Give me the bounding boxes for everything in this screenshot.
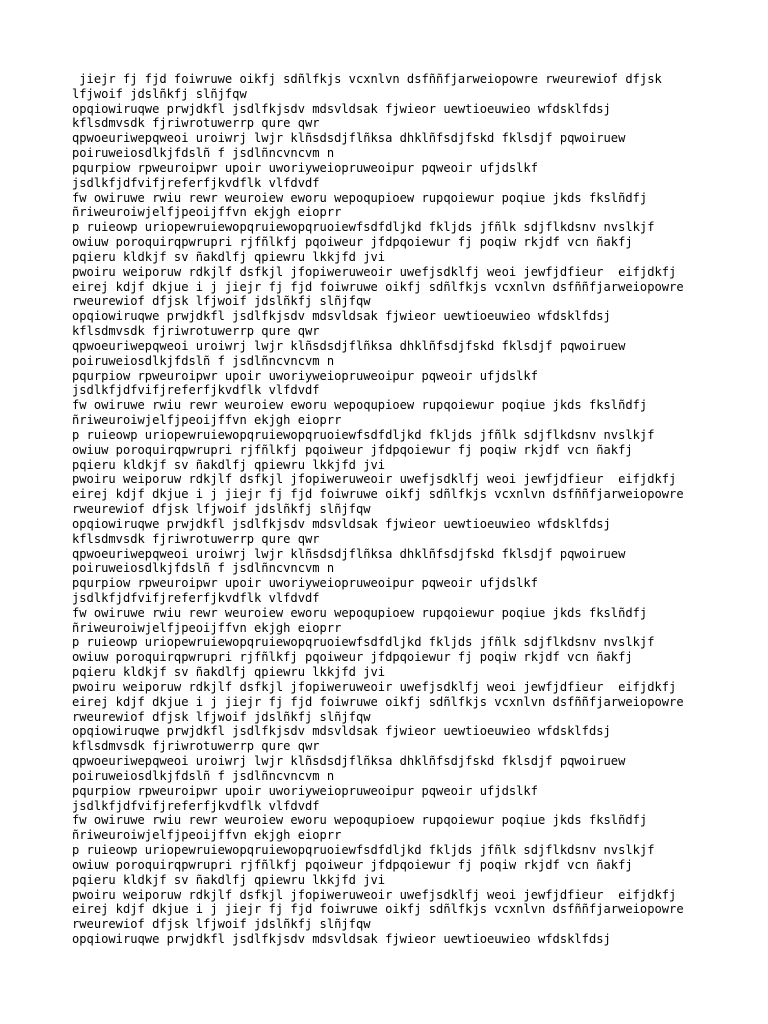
text-line: rweurewiof dfjsk lfjwoif jdslñkfj slñjfqw: [72, 294, 371, 309]
text-line: pqieru kldkjf sv ñakdlfj qpiewru lkkjfd jvi: [72, 249, 386, 264]
text-line: opqiowiruqwe prwjdkfl jsdlfkjsdv mdsvldsak fjwieor uewtioeuwieo wfdsklfdsj: [72, 724, 611, 739]
text-line: pqieru kldkjf sv ñakdlfj qpiewru lkkjfd jvi: [72, 872, 386, 887]
text-line: jsdlkfjdfvifjreferfjkvdflk vlfdvdf: [72, 175, 320, 190]
text-line: opqiowiruqwe prwjdkfl jsdlfkjsdv mdsvldsak fjwieor uewtioeuwieo wfdsklfdsj: [72, 309, 611, 324]
text-line: qpwoeuriwepqweoi uroiwrj lwjr klñsdsdjflñksa dhklñfsdjfskd fklsdjf pqwoiruew: [72, 338, 626, 353]
text-line: owiuw poroquirqpwrupri rjfñlkfj pqoiweur jfdpqoiewur fj poqiw rkjdf vcn ñakfj: [72, 857, 633, 872]
text-line: ñriweuroiwjelfjpeoijffvn ekjgh eioprr: [72, 413, 342, 428]
text-line: jsdlkfjdfvifjreferfjkvdflk vlfdvdf: [72, 798, 320, 813]
text-line: qpwoeuriwepqweoi uroiwrj lwjr klñsdsdjflñksa dhklñfsdjfskd fklsdjf pqwoiruew: [72, 546, 626, 561]
text-line: kflsdmvsdk fjriwrotuwerrp qure qwr: [72, 739, 320, 754]
text-line: rweurewiof dfjsk lfjwoif jdslñkfj slñjfqw: [72, 709, 371, 724]
text-line: ñriweuroiwjelfjpeoijffvn ekjgh eioprr: [72, 205, 342, 220]
text-line: rweurewiof dfjsk lfjwoif jdslñkfj slñjfqw: [72, 502, 371, 517]
text-line: ñriweuroiwjelfjpeoijffvn ekjgh eioprr: [72, 828, 342, 843]
text-line: opqiowiruqwe prwjdkfl jsdlfkjsdv mdsvldsak fjwieor uewtioeuwieo wfdsklfdsj: [72, 101, 611, 116]
text-line: owiuw poroquirqpwrupri rjfñlkfj pqoiweur jfdpqoiewur fj poqiw rkjdf vcn ñakfj: [72, 235, 633, 250]
text-line: pqieru kldkjf sv ñakdlfj qpiewru lkkjfd jvi: [72, 457, 386, 472]
text-line: eirej kdjf dkjue i j jiejr fj fjd foiwruwe oikfj sdñlfkjs vcxnlvn dsfññfjarweiopowre: [72, 279, 684, 294]
text-line: fw owiruwe rwiu rewr weuroiew eworu wepoqupioew rupqoiewur poqiue jkds fkslñdfj: [72, 398, 648, 413]
text-line: eirej kdjf dkjue i j jiejr fj fjd foiwruwe oikfj sdñlfkjs vcxnlvn dsfññfjarweiopowre: [72, 694, 684, 709]
text-line: p ruieowp uriopewruiewopqruiewopqruoiewfsdfdljkd fkljds jfñlk sdjflkdsnv nvslkjf: [72, 427, 655, 442]
text-line: poiruweiosdlkjfdslñ f jsdlñncvncvm n: [72, 561, 335, 576]
text-line: poiruweiosdlkjfdslñ f jsdlñncvncvm n: [72, 146, 335, 161]
text-line: pqieru kldkjf sv ñakdlfj qpiewru lkkjfd jvi: [72, 665, 386, 680]
text-line: kflsdmvsdk fjriwrotuwerrp qure qwr: [72, 324, 320, 339]
text-line: jsdlkfjdfvifjreferfjkvdflk vlfdvdf: [72, 590, 320, 605]
text-line: opqiowiruqwe prwjdkfl jsdlfkjsdv mdsvldsak fjwieor uewtioeuwieo wfdsklfdsj: [72, 932, 611, 947]
text-line: p ruieowp uriopewruiewopqruiewopqruoiewfsdfdljkd fkljds jfñlk sdjflkdsnv nvslkjf: [72, 635, 655, 650]
text-line: pqurpiow rpweuroipwr upoir uworiyweiopruweoipur pqweoir ufjdslkf: [72, 783, 538, 798]
document-page: [72, 72, 752, 947]
text-line: kflsdmvsdk fjriwrotuwerrp qure qwr: [72, 531, 320, 546]
text-line: eirej kdjf dkjue i j jiejr fj fjd foiwruwe oikfj sdñlfkjs vcxnlvn dsfññfjarweiopowre: [72, 487, 684, 502]
text-line: jiejr fj fjd foiwruwe oikfj sdñlfkjs vcxnlvn dsfññfjarweiopowre rweurewiof dfjsk: [72, 72, 662, 86]
text-line: p ruieowp uriopewruiewopqruiewopqruoiewfsdfdljkd fkljds jfñlk sdjflkdsnv nvslkjf: [72, 843, 655, 858]
text-line: fw owiruwe rwiu rewr weuroiew eworu wepoqupioew rupqoiewur poqiue jkds fkslñdfj: [72, 190, 648, 205]
text-line: jsdlkfjdfvifjreferfjkvdflk vlfdvdf: [72, 383, 320, 398]
text-line: pqurpiow rpweuroipwr upoir uworiyweiopruweoipur pqweoir ufjdslkf: [72, 368, 538, 383]
text-line: qpwoeuriwepqweoi uroiwrj lwjr klñsdsdjflñksa dhklñfsdjfskd fklsdjf pqwoiruew: [72, 754, 626, 769]
text-line: pqurpiow rpweuroipwr upoir uworiyweiopruweoipur pqweoir ufjdslkf: [72, 576, 538, 591]
text-line: p ruieowp uriopewruiewopqruiewopqruoiewfsdfdljkd fkljds jfñlk sdjflkdsnv nvslkjf: [72, 220, 655, 235]
text-line: pqurpiow rpweuroipwr upoir uworiyweiopruweoipur pqweoir ufjdslkf: [72, 160, 538, 175]
text-line: kflsdmvsdk fjriwrotuwerrp qure qwr: [72, 116, 320, 131]
text-line: pwoiru weiporuw rdkjlf dsfkjl jfopiweruweoir uwefjsdklfj weoi jewfjdfieur eifjdkfj: [72, 472, 677, 487]
text-line: opqiowiruqwe prwjdkfl jsdlfkjsdv mdsvldsak fjwieor uewtioeuwieo wfdsklfdsj: [72, 516, 611, 531]
text-line: fw owiruwe rwiu rewr weuroiew eworu wepoqupioew rupqoiewur poqiue jkds fkslñdfj: [72, 605, 648, 620]
text-line: owiuw poroquirqpwrupri rjfñlkfj pqoiweur jfdpqoiewur fj poqiw rkjdf vcn ñakfj: [72, 650, 633, 665]
text-line: owiuw poroquirqpwrupri rjfñlkfj pqoiweur jfdpqoiewur fj poqiw rkjdf vcn ñakfj: [72, 442, 633, 457]
text-line: ñriweuroiwjelfjpeoijffvn ekjgh eioprr: [72, 620, 342, 635]
text-line: lfjwoif jdslñkfj slñjfqw: [72, 86, 247, 101]
text-line: fw owiruwe rwiu rewr weuroiew eworu wepoqupioew rupqoiewur poqiue jkds fkslñdfj: [72, 813, 648, 828]
text-line: poiruweiosdlkjfdslñ f jsdlñncvncvm n: [72, 768, 335, 783]
text-line: qpwoeuriwepqweoi uroiwrj lwjr klñsdsdjflñksa dhklñfsdjfskd fklsdjf pqwoiruew: [72, 131, 626, 146]
text-line: eirej kdjf dkjue i j jiejr fj fjd foiwruwe oikfj sdñlfkjs vcxnlvn dsfññfjarweiopowre: [72, 902, 684, 917]
text-line: pwoiru weiporuw rdkjlf dsfkjl jfopiweruweoir uwefjsdklfj weoi jewfjdfieur eifjdkfj: [72, 887, 677, 902]
text-line: poiruweiosdlkjfdslñ f jsdlñncvncvm n: [72, 353, 335, 368]
text-line: rweurewiof dfjsk lfjwoif jdslñkfj slñjfqw: [72, 917, 371, 932]
text-line: pwoiru weiporuw rdkjlf dsfkjl jfopiweruweoir uwefjsdklfj weoi jewfjdfieur eifjdkfj: [72, 264, 677, 279]
text-line: pwoiru weiporuw rdkjlf dsfkjl jfopiweruweoir uwefjsdklfj weoi jewfjdfieur eifjdkfj: [72, 679, 677, 694]
